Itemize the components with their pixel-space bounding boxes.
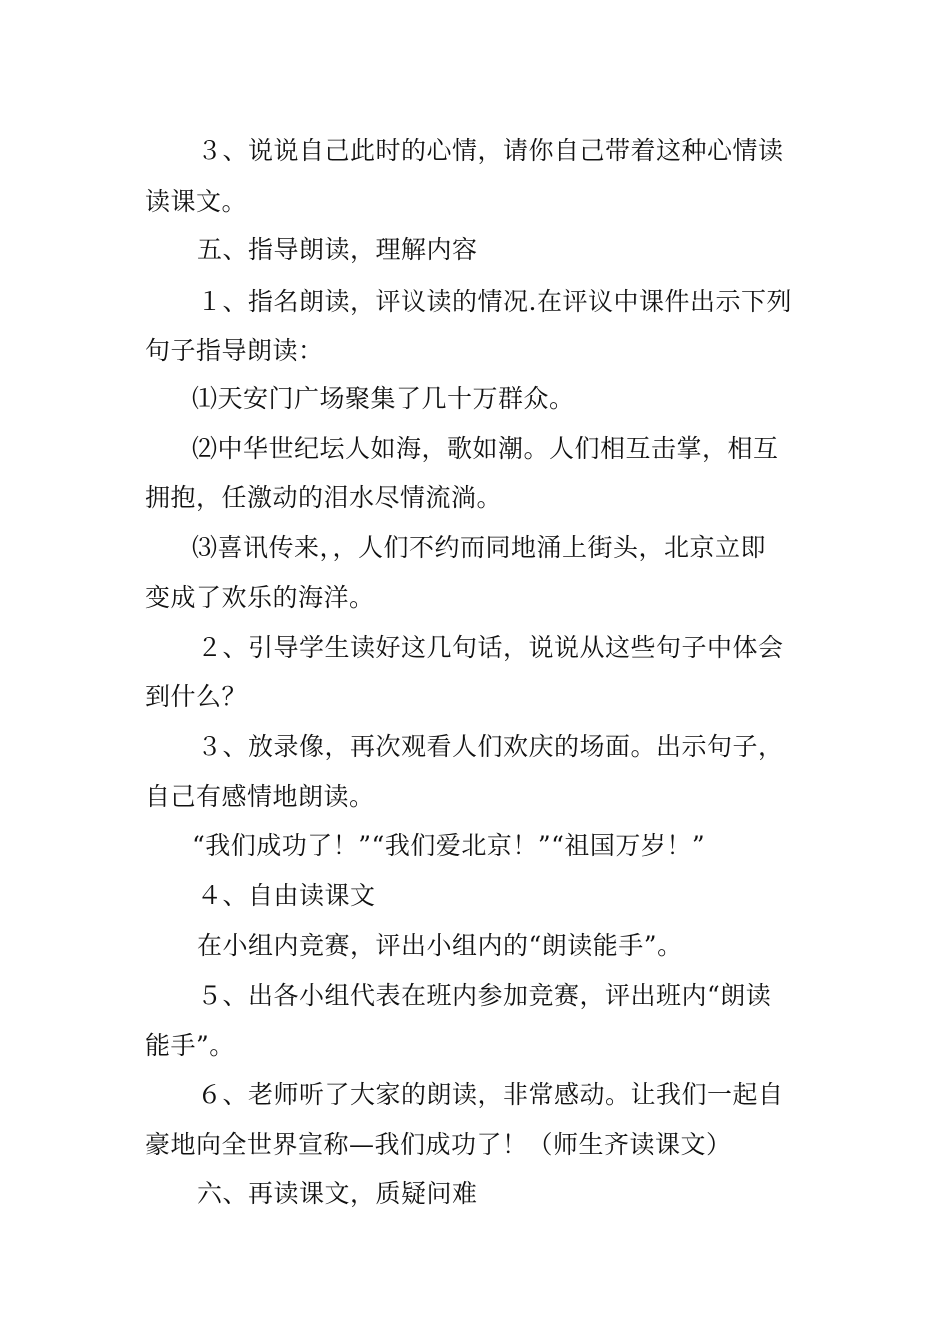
section-heading: 六、再读课文，质疑问难 [197, 1179, 478, 1208]
text-line: ５、出各小组代表在班内参加竞赛，评出班内“朗读 [197, 981, 772, 1010]
text-line: 到什么？ [145, 682, 248, 711]
text-line: 变成了欢乐的海洋。 [145, 583, 375, 612]
text-line: 自己有感情地朗读。 [145, 782, 375, 811]
text-line: ⑴天安门广场聚集了几十万群众。 [192, 384, 575, 413]
text-line: 豪地向全世界宣称—我们成功了！（师生齐读课文） [145, 1130, 732, 1159]
text-line: 能手”。 [145, 1031, 235, 1060]
text-line: ３、说说自己此时的心情，请你自己带着这种心情读 [197, 136, 784, 165]
text-line: ６、老师听了大家的朗读，非常感动。让我们一起自 [197, 1080, 784, 1109]
text-line: ４、自由读课文 [197, 881, 376, 910]
text-line: ３、放录像，再次观看人们欢庆的场面。出示句子， [197, 732, 784, 761]
text-line: 读课文。 [145, 187, 248, 216]
text-line: 在小组内竞赛，评出小组内的“朗读能手”。 [197, 931, 683, 960]
text-line: ⑶喜讯传来，，人们不约而同地涌上街头，北京立即 [192, 533, 767, 562]
text-line: ２、引导学生读好这几句话，说说从这些句子中体会 [197, 633, 784, 662]
text-line: 拥抱，任激动的泪水尽情流淌。 [145, 483, 503, 512]
text-line: “我们成功了！”“我们爱北京！”“祖国万岁！” [192, 831, 706, 860]
text-line: １、指名朗读，评议读的情况.在评议中课件出示下列 [197, 287, 792, 316]
text-line: 句子指导朗读： [145, 336, 324, 365]
text-line: ⑵中华世纪坛人如海，歌如潮。人们相互击掌，相互 [192, 434, 779, 463]
section-heading: 五、指导朗读，理解内容 [197, 235, 478, 264]
